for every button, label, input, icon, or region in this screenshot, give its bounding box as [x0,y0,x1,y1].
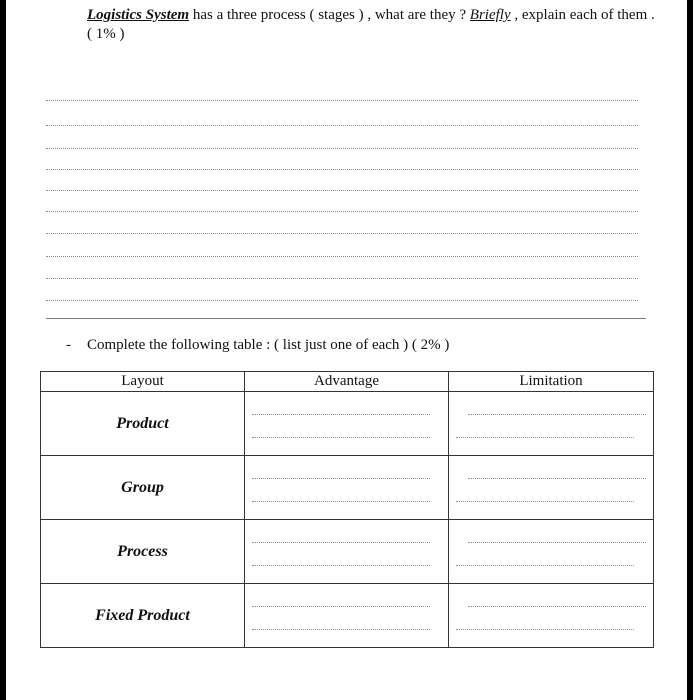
limitation-cell[interactable] [449,392,654,456]
advantage-cell[interactable] [245,456,449,520]
answer-line[interactable] [46,278,638,279]
answer-line[interactable] [46,300,638,301]
table-header-row [41,372,654,392]
answer-line[interactable] [46,148,638,149]
advantage-cell[interactable] [245,520,449,584]
question-1-tail: , explain each of them . ( 1% ) [87,7,655,42]
layout-table [40,371,654,648]
limitation-cell[interactable] [449,456,654,520]
advantage-cell[interactable] [245,584,449,648]
answer-line[interactable] [46,256,638,257]
layout-fixed-product: Fixed Product [41,584,245,648]
question-2 [66,336,449,355]
right-dark-edge [687,0,693,700]
limitation-cell[interactable] [449,520,654,584]
layout-product: Product [41,392,245,456]
table-row [41,584,654,648]
header-limitation: Limitation [449,372,654,392]
question-1-text: has a three process ( stages ) , what are they ? [189,7,470,23]
answer-line[interactable] [46,169,638,170]
header-advantage: Advantage [245,372,449,392]
answer-line[interactable] [46,100,638,101]
question-2-text: Complete the following table : ( list just one of each ) ( 2% ) [87,337,450,353]
layout-group: Group [41,456,245,520]
answer-line[interactable] [46,125,638,126]
question-1 [87,6,657,44]
left-dark-edge [0,0,6,700]
table-row [41,456,654,520]
limitation-cell[interactable] [449,584,654,648]
section-divider [46,318,646,319]
advantage-cell[interactable] [245,392,449,456]
table-row [41,392,654,456]
answer-line[interactable] [46,233,638,234]
layout-process: Process [41,520,245,584]
briefly-emphasis: Briefly [469,7,511,23]
logistics-system-term: Logistics System [87,7,190,23]
answer-line[interactable] [46,211,638,212]
header-layout: Layout [41,372,245,392]
question-2-bullet: - [66,337,71,353]
table-row [41,520,654,584]
answer-line[interactable] [46,190,638,191]
